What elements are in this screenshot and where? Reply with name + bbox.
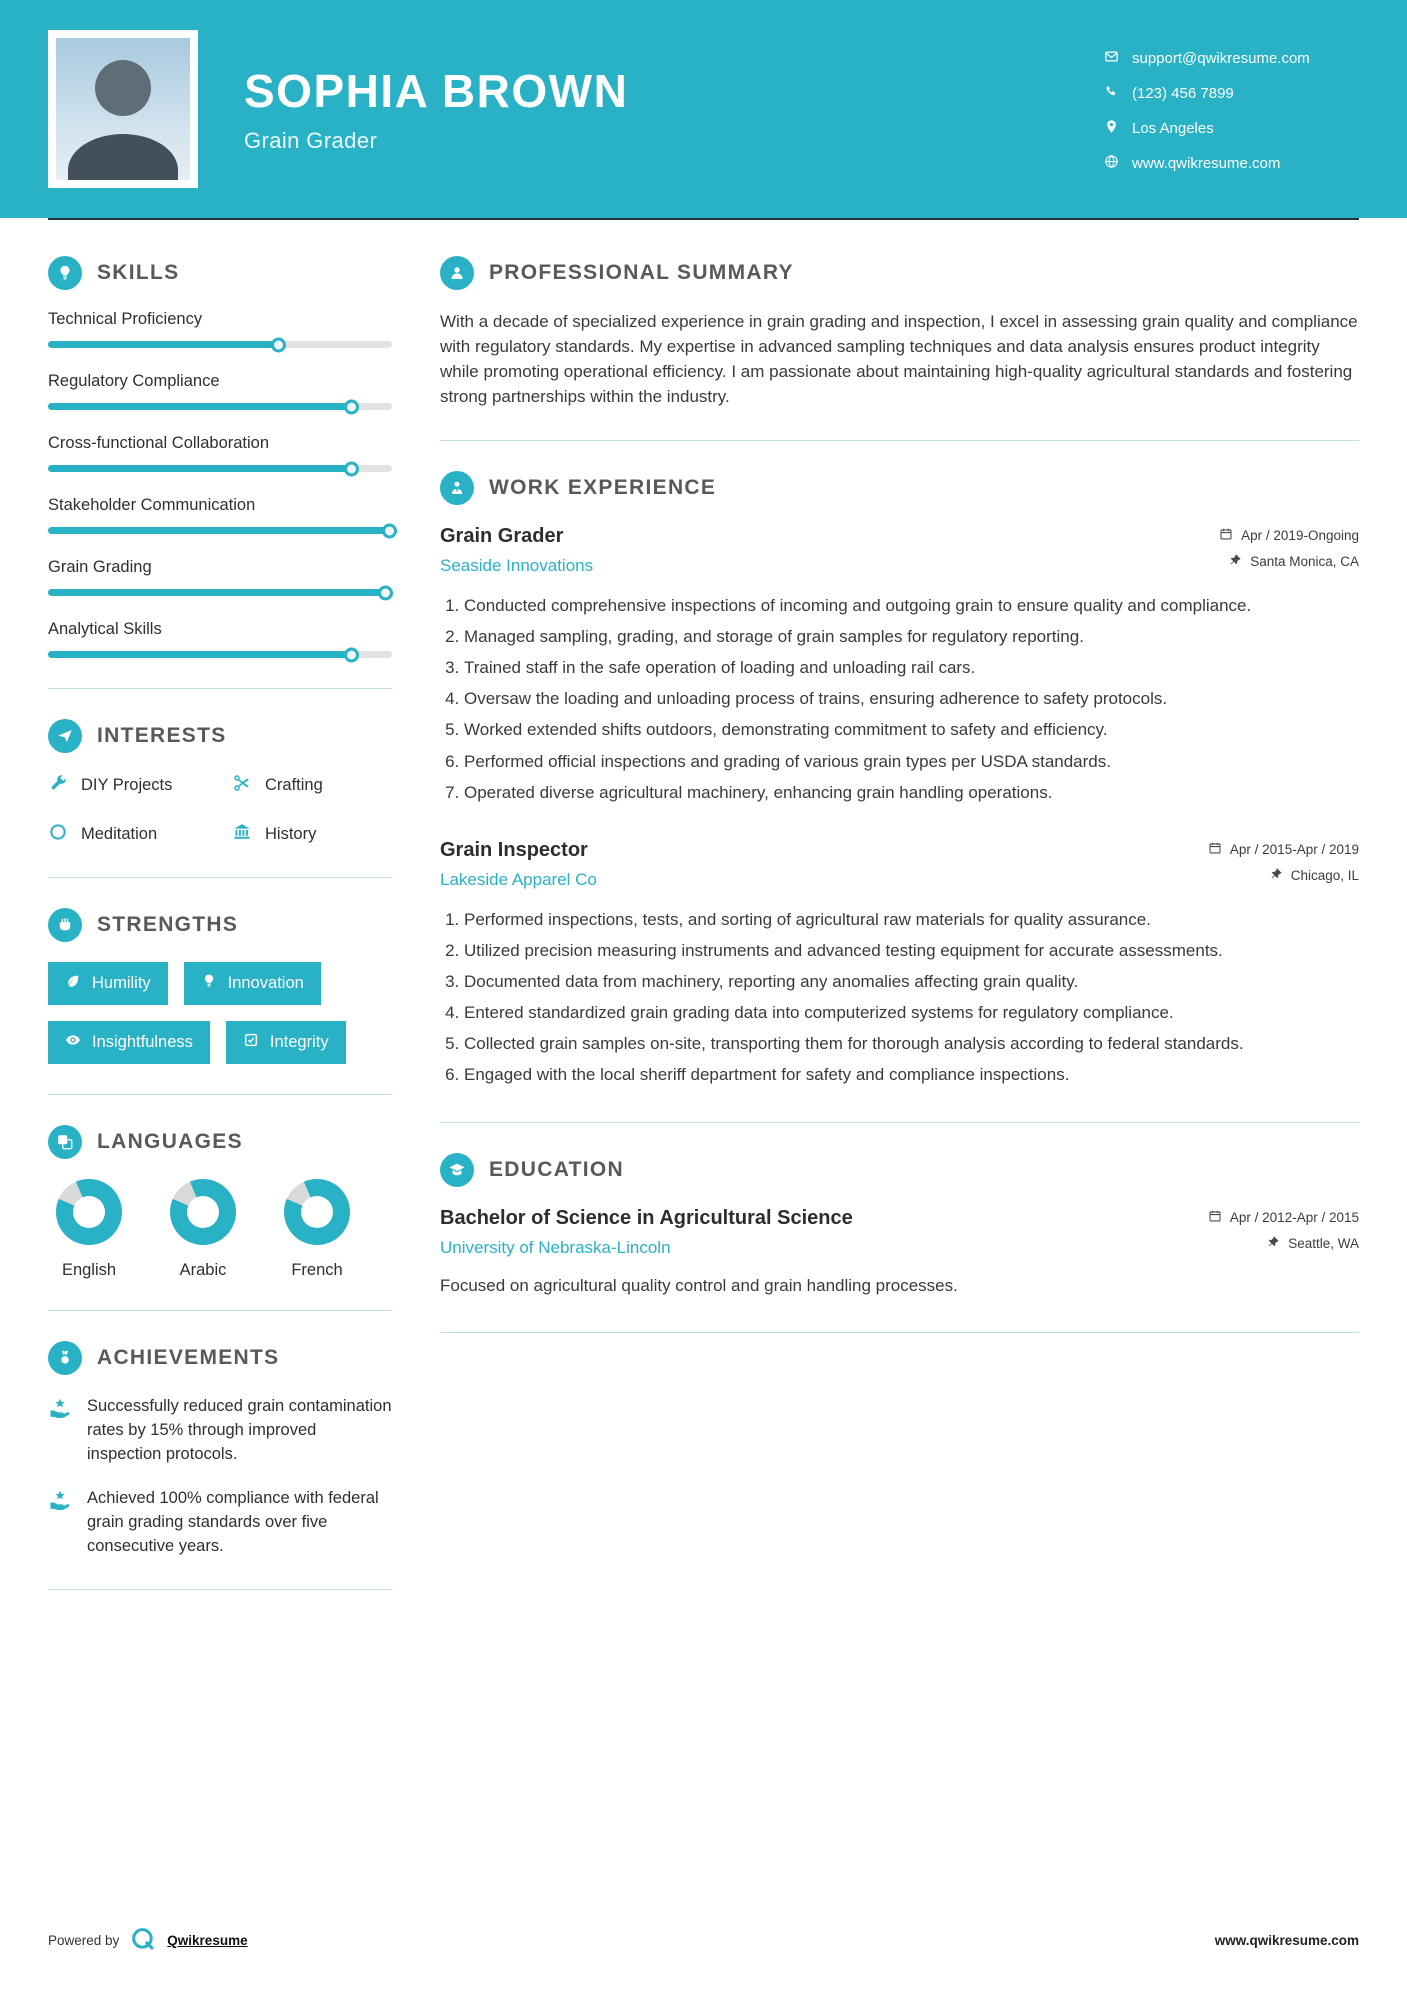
section-divider <box>48 688 392 689</box>
job-bullet: 1. Performed inspections, tests, and sorting of agricultural raw materials for quality assurance. <box>464 908 1359 932</box>
interest-item <box>232 773 392 798</box>
interests-section-header <box>48 719 392 753</box>
section-divider <box>48 1094 392 1095</box>
name-block <box>244 64 1058 154</box>
language-donut <box>284 1179 350 1245</box>
job-company[interactable]: Lakeside Apparel Co <box>440 869 597 889</box>
interest-item <box>48 822 232 847</box>
skill-item <box>48 372 392 410</box>
email-icon <box>1104 49 1119 68</box>
job-title-block <box>440 839 597 890</box>
experience-heading: WORK EXPERIENCE <box>489 475 717 499</box>
job-company[interactable]: Seaside Innovations <box>440 555 594 575</box>
graduation-cap-icon <box>440 1153 474 1187</box>
left-column <box>48 256 392 1620</box>
job-meta <box>1219 525 1359 570</box>
strengths-heading: STRENGTHS <box>97 913 239 936</box>
interest-item <box>232 822 392 847</box>
person-role: Grain Grader <box>244 128 378 153</box>
summary-text: With a decade of specialized experience in grain grading and inspection, I excel in assessing grain quality and compliance with regulatory standards. My expertise in advanced sampling techniques and data analysis ensures product integrity while promoting operational efficiency. I am passionate about maintaining high-quality agricultural standards and fostering strong partnerships within the industry. <box>440 312 1358 406</box>
achievement-item <box>48 1395 392 1467</box>
check-square-icon <box>243 1032 259 1053</box>
calendar-icon <box>1219 527 1233 544</box>
achievement-text: Achieved 100% compliance with federal grain grading standards over five consecutive years. <box>87 1488 379 1555</box>
summary-section-header <box>440 256 1359 290</box>
pushpin-icon <box>1269 867 1283 884</box>
contact-email <box>1104 49 1359 68</box>
skills-list <box>48 310 392 658</box>
job-bullet: 3. Trained staff in the safe operation of loading and unloading rail cars. <box>464 656 1359 680</box>
paper-plane-icon <box>48 719 82 753</box>
summary-heading: PROFESSIONAL SUMMARY <box>489 261 794 284</box>
powered-by <box>48 1925 248 1956</box>
footer <box>0 1897 1407 1990</box>
location-icon <box>1104 119 1119 138</box>
skill-item <box>48 310 392 348</box>
skill-item <box>48 496 392 534</box>
job-entry <box>440 839 1359 1088</box>
translate-icon <box>48 1125 82 1159</box>
skill-bar <box>48 341 392 348</box>
job-dates-text: Apr / 2015-Apr / 2019 <box>1229 841 1359 857</box>
skill-label: Grain Grading <box>48 558 152 576</box>
language-item <box>56 1179 122 1280</box>
footer-website[interactable]: www.qwikresume.com <box>1214 1933 1359 1948</box>
scissors-icon <box>232 773 252 798</box>
job-location-text: Santa Monica, CA <box>1250 553 1359 569</box>
person-name: SOPHIA BROWN <box>244 65 629 117</box>
job-title-block <box>440 525 593 576</box>
job-location-text: Chicago, IL <box>1290 867 1359 883</box>
contact-website <box>1104 154 1359 173</box>
language-label: Arabic <box>179 1261 227 1279</box>
brand-link[interactable]: Qwikresume <box>167 1933 248 1948</box>
job-bullet: 2. Utilized precision measuring instruments and advanced testing equipment for accurate assessments. <box>464 939 1359 963</box>
profile-photo <box>48 30 198 188</box>
job-bullet: 1. Conducted comprehensive inspections of incoming and outgoing grain to ensure quality and compliance. <box>464 594 1359 618</box>
interest-label: History <box>265 825 317 843</box>
education-location <box>1266 1235 1359 1252</box>
job-dates <box>1208 841 1359 858</box>
language-item <box>284 1179 350 1280</box>
contact-location-text: Los Angeles <box>1132 120 1214 137</box>
skill-label: Regulatory Compliance <box>48 372 220 390</box>
bulb-icon <box>201 973 217 994</box>
section-divider <box>48 877 392 878</box>
job-bullet: 5. Worked extended shifts outdoors, demonstrating commitment to safety and efficiency. <box>464 718 1359 742</box>
fist-icon <box>48 908 82 942</box>
education-degree: Bachelor of Science in Agricultural Science <box>440 1206 853 1229</box>
education-heading: EDUCATION <box>489 1157 624 1181</box>
skill-bar <box>48 651 392 658</box>
interest-label: Meditation <box>81 825 158 843</box>
job-bullet: 4. Entered standardized grain grading data into computerized systems for regulatory compliance. <box>464 1001 1359 1025</box>
job-bullet: 7. Operated diverse agricultural machinery, enhancing grain handling operations. <box>464 781 1359 805</box>
skill-item <box>48 558 392 596</box>
education-section-header <box>440 1153 1359 1187</box>
job-bullets <box>440 908 1359 1088</box>
job-header <box>440 525 1359 576</box>
job-bullet: 6. Engaged with the local sheriff department for safety and compliance inspections. <box>464 1063 1359 1087</box>
strengths-list <box>48 962 392 1064</box>
section-divider <box>440 1122 1359 1123</box>
globe-icon <box>1104 154 1119 173</box>
right-column <box>440 256 1359 1620</box>
calendar-icon <box>1208 841 1222 858</box>
job-dates-text: Apr / 2019-Ongoing <box>1241 527 1359 543</box>
job-dates <box>1219 527 1359 544</box>
skill-knob <box>271 337 286 352</box>
experience-section-header <box>440 471 1359 505</box>
skills-heading: SKILLS <box>97 261 180 284</box>
skill-item <box>48 434 392 472</box>
achievement-text: Successfully reduced grain contamination rates by 15% through improved inspection protocols. <box>87 1397 392 1463</box>
education-description: Focused on agricultural quality control and grain handling processes. <box>440 1275 958 1295</box>
bulb-icon <box>48 256 82 290</box>
achievement-item <box>48 1487 392 1559</box>
wrench-icon <box>48 773 68 798</box>
skill-bar <box>48 527 392 534</box>
interests-list <box>48 773 392 847</box>
achievements-heading: ACHIEVEMENTS <box>97 1346 280 1369</box>
skill-label: Stakeholder Communication <box>48 496 256 514</box>
language-label: French <box>291 1261 343 1279</box>
skill-bar <box>48 465 392 472</box>
skill-label: Cross-functional Collaboration <box>48 434 270 452</box>
strength-chip <box>48 962 168 1005</box>
skill-label: Technical Proficiency <box>48 310 203 328</box>
skill-knob <box>378 585 393 600</box>
education-dates-text: Apr / 2012-Apr / 2015 <box>1229 1209 1359 1225</box>
contact-phone-text: (123) 456 7899 <box>1132 85 1234 102</box>
skill-bar <box>48 589 392 596</box>
qwikresume-logo-icon <box>129 1925 157 1956</box>
phone-icon <box>1104 84 1119 103</box>
skill-knob <box>344 399 359 414</box>
job-bullet: 5. Collected grain samples on-site, transporting them for thorough analysis according to federal standards. <box>464 1032 1359 1056</box>
job-location <box>1269 867 1359 884</box>
section-divider <box>48 1310 392 1311</box>
interest-item <box>48 773 232 798</box>
strength-chip <box>48 1021 210 1064</box>
skill-knob <box>344 647 359 662</box>
languages-section-header <box>48 1125 392 1159</box>
pushpin-icon <box>1266 1235 1280 1252</box>
medal-icon <box>48 1341 82 1375</box>
contact-location <box>1104 119 1359 138</box>
interests-heading: INTERESTS <box>97 724 227 747</box>
language-label: English <box>61 1261 117 1279</box>
education-dates <box>1208 1209 1359 1226</box>
circle-icon <box>48 822 68 847</box>
strength-chip <box>226 1021 346 1064</box>
eye-icon <box>65 1032 81 1053</box>
header <box>0 0 1407 218</box>
contact-website-text[interactable]: www.qwikresume.com <box>1132 155 1281 172</box>
contact-email-text[interactable]: support@qwikresume.com <box>1132 50 1310 67</box>
powered-by-label: Powered by <box>48 1933 120 1948</box>
interest-label: DIY Projects <box>81 776 173 794</box>
education-meta <box>1208 1207 1359 1252</box>
section-divider <box>48 1589 392 1590</box>
hand-star-icon <box>48 1487 72 1559</box>
job-bullet: 4. Oversaw the loading and unloading process of trains, ensuring adherence to safety protocols. <box>464 687 1359 711</box>
skills-section-header <box>48 256 392 290</box>
education-location-text: Seattle, WA <box>1288 1235 1359 1251</box>
education-header <box>440 1207 1359 1258</box>
strength-label: Integrity <box>269 1033 329 1051</box>
job-bullet: 3. Documented data from machinery, reporting any anomalies affecting grain quality. <box>464 970 1359 994</box>
content <box>0 220 1407 1620</box>
job-entry <box>440 525 1359 805</box>
skill-knob <box>344 461 359 476</box>
education-school[interactable]: University of Nebraska-Lincoln <box>440 1237 671 1257</box>
strength-chip <box>184 962 321 1005</box>
strengths-section-header <box>48 908 392 942</box>
person-icon <box>440 256 474 290</box>
education-title-block <box>440 1207 853 1258</box>
language-donut <box>170 1179 236 1245</box>
job-title: Grain Grader <box>440 524 564 547</box>
language-item <box>170 1179 236 1280</box>
skill-label: Analytical Skills <box>48 620 162 638</box>
contact-block <box>1104 45 1359 173</box>
job-location <box>1228 553 1359 570</box>
pushpin-icon <box>1228 553 1242 570</box>
languages-list <box>48 1179 392 1280</box>
strength-label: Insightfulness <box>92 1033 193 1051</box>
skill-knob <box>382 523 397 538</box>
achievements-section-header <box>48 1341 392 1375</box>
education-entry <box>440 1207 1359 1299</box>
leaf-icon <box>65 973 81 994</box>
hand-star-icon <box>48 1395 72 1467</box>
achievements-list <box>48 1395 392 1559</box>
languages-heading: LANGUAGES <box>97 1130 243 1153</box>
section-divider <box>440 1332 1359 1333</box>
strength-label: Innovation <box>227 974 304 992</box>
job-meta <box>1208 839 1359 884</box>
interest-label: Crafting <box>265 776 323 794</box>
museum-icon <box>232 822 252 847</box>
skill-bar <box>48 403 392 410</box>
section-divider <box>440 440 1359 441</box>
person-tie-icon <box>440 471 474 505</box>
skill-item <box>48 620 392 658</box>
job-bullet: 2. Managed sampling, grading, and storage of grain samples for regulatory reporting. <box>464 625 1359 649</box>
calendar-icon <box>1208 1209 1222 1226</box>
language-donut <box>56 1179 122 1245</box>
contact-phone <box>1104 84 1359 103</box>
job-header <box>440 839 1359 890</box>
job-bullets <box>440 594 1359 805</box>
strength-label: Humility <box>92 974 151 992</box>
job-bullet: 6. Performed official inspections and grading of various grain types per USDA standards. <box>464 750 1359 774</box>
job-title: Grain Inspector <box>440 838 588 861</box>
